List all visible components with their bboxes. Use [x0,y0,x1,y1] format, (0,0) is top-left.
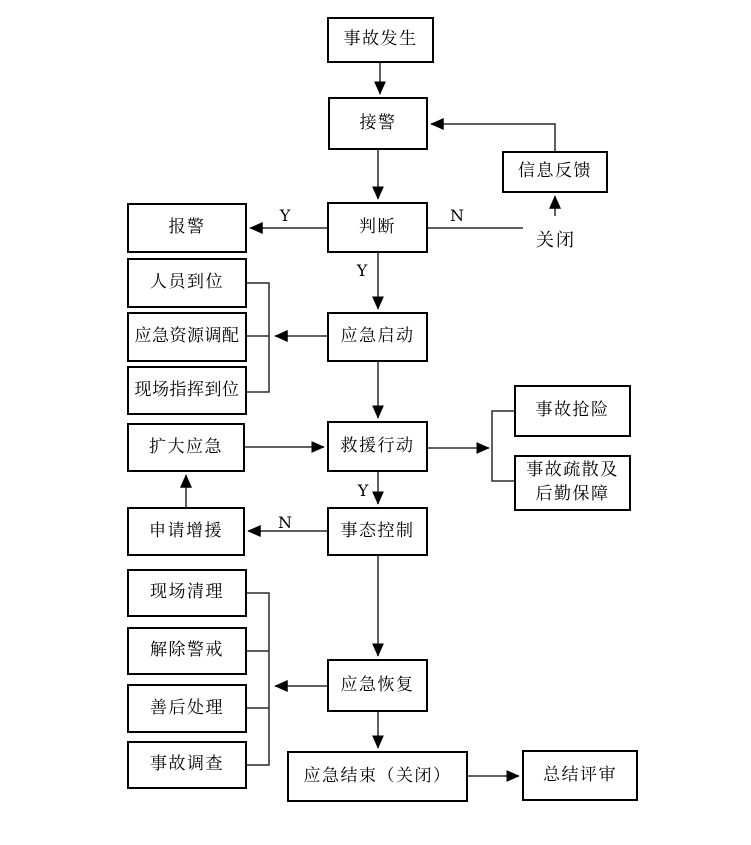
node-accident-occurs [327,17,434,63]
edge-label-judge-yes-down: Y [356,261,368,280]
edge-label-judge-no-right: N [450,206,464,225]
node-label: 现场指挥到位 [134,379,240,400]
node-evacuation-logistics [514,455,631,511]
node-label: 救援行动 [340,435,415,456]
node-label-line1: 事故疏散及 [526,460,619,481]
node-emergency-start [327,312,428,362]
node-personnel-in-place [127,258,247,308]
node-accident-rescue [514,385,631,437]
node-label: 人员到位 [150,272,224,293]
node-aftermath-handling [127,684,247,733]
node-site-cleanup [127,569,247,617]
edge-label-judge-yes-left: Y [279,206,291,225]
node-label: 总结评审 [543,764,617,785]
node-label: 接警 [359,112,397,133]
node-resource-allocation [127,312,247,362]
node-label: 事故发生 [343,29,418,50]
node-label: 事故抢险 [535,400,610,421]
node-site-command-in-place [127,366,247,415]
node-label: 应急启动 [340,326,415,347]
node-label [526,459,619,507]
bracket-cleanup-group [247,593,269,765]
edge-feedback-to-receive [431,124,555,151]
bracket-personnel-group [247,283,269,392]
node-label: 扩大应急 [149,436,223,457]
close-text: 关闭 [536,230,576,251]
node-emergency-recovery [327,659,428,712]
node-label: 事态控制 [340,520,415,541]
node-emergency-end [287,751,468,802]
node-label: 解除警戒 [150,640,224,661]
node-label: 应急资源调配 [134,326,240,347]
edge-label-control-no-left: N [278,513,292,532]
node-report-alarm [127,203,247,253]
node-lift-alert [127,627,247,675]
node-rescue-action [327,421,428,472]
node-label: 申请增援 [149,520,223,541]
node-label: 现场清理 [150,582,224,603]
node-info-feedback [502,151,608,193]
edge-label-rescue-yes-down: Y [357,481,369,500]
node-receive-alarm [328,97,428,150]
node-label: 应急结束（关闭） [303,765,452,786]
node-label: 报警 [168,217,206,238]
node-label: 善后处理 [150,697,224,718]
bracket-rescue-group [492,411,514,481]
node-situation-control [327,507,428,556]
node-summary-review [522,750,638,801]
node-label: 信息反馈 [518,161,592,182]
node-label: 判断 [359,216,396,237]
node-expand-emergency [127,423,245,472]
node-accident-investigation [127,741,247,789]
node-label-line2: 后勤保障 [535,484,610,504]
node-judge [327,202,428,253]
node-label: 事故调查 [150,754,224,775]
node-label: 应急恢复 [340,674,415,695]
node-request-reinforcement [127,507,245,556]
